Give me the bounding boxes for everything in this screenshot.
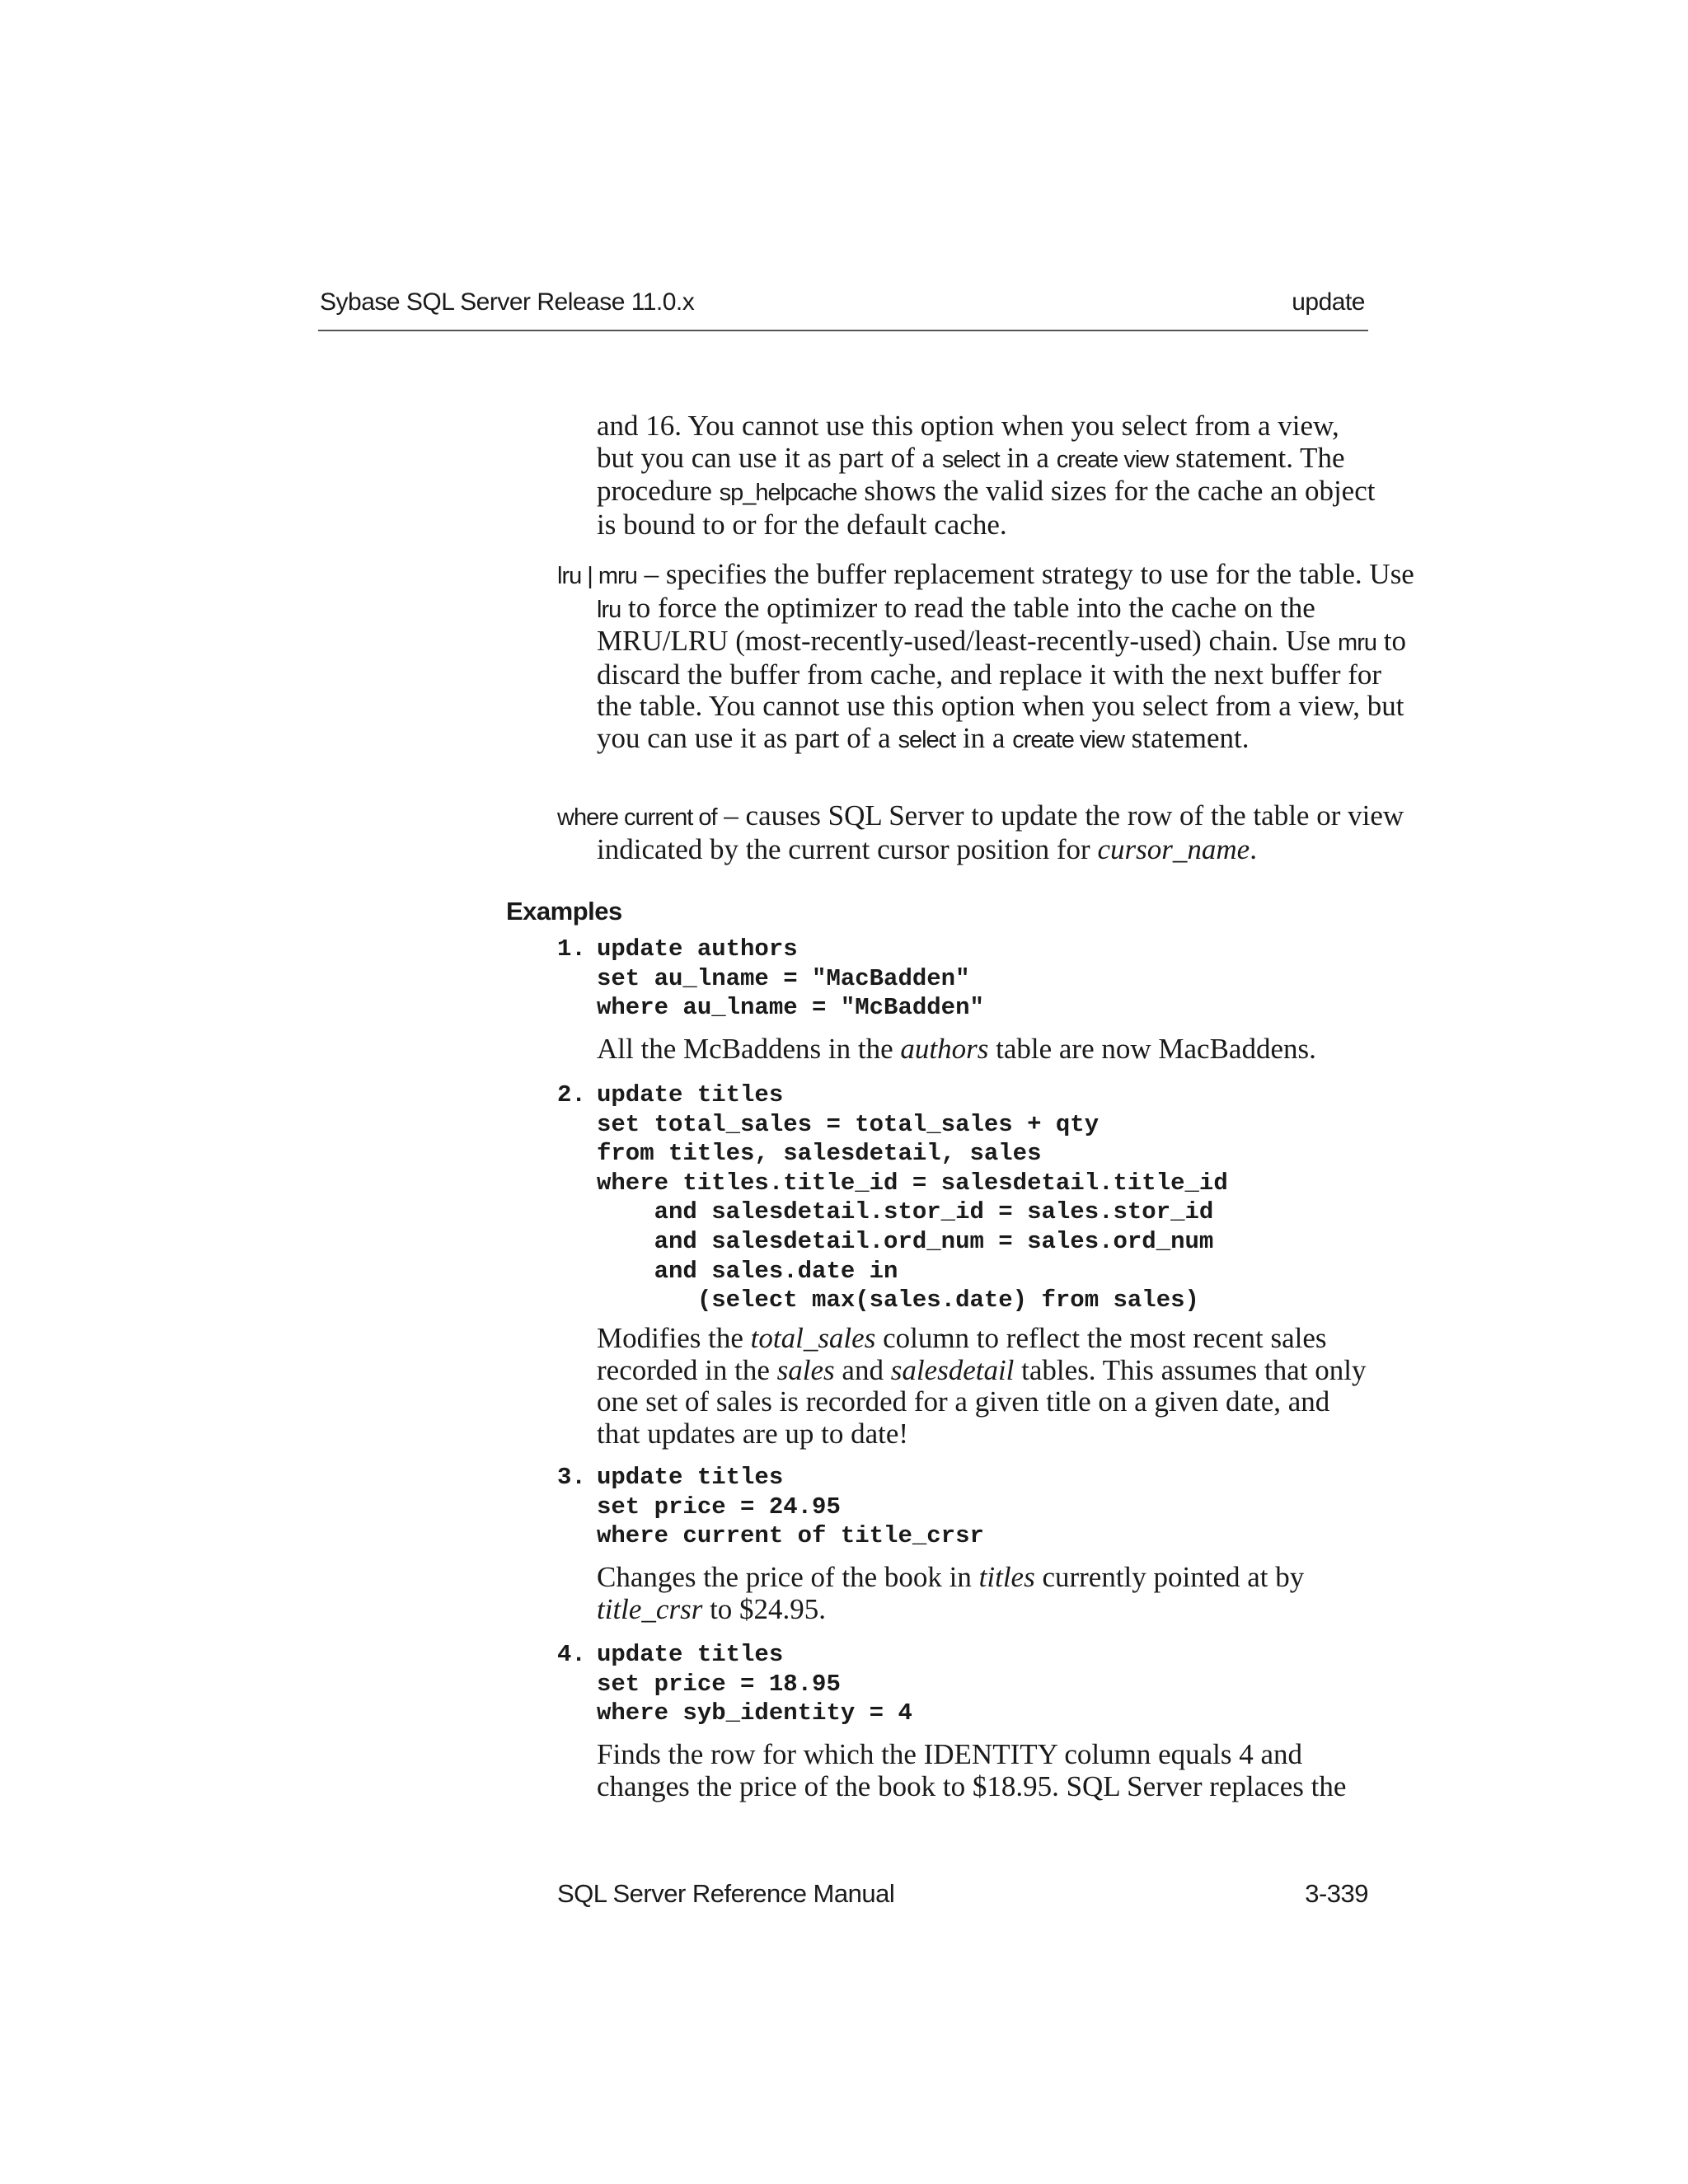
- option-where-current-of: where current of – causes SQL Server to update the row of the table or view indicated by the current cursor position for cursor_name.: [557, 799, 1404, 865]
- option-lru-mru: lru | mru – specifies the buffer replacement strategy to use for the table. Use lru to force the optimizer to read the table into the cache on the MRU/LRU (most-recently-used/least-recently-used) chain. Use mru to discard the buffer from cache, and replace it with the next buffer for the table. You cannot use this option when you select from a view, but you can use it as part of a select in a create view statement.: [557, 558, 1414, 754]
- example-number: 2.: [557, 1081, 586, 1108]
- example-description: Finds the row for which the IDENTITY column equals 4 and changes the price of the book to $18.95. SQL Server replaces the: [597, 1738, 1347, 1802]
- keyword-lru: lru: [597, 596, 621, 623]
- keyword-mru: mru: [1338, 630, 1376, 657]
- page-number: 3-339: [1305, 1879, 1368, 1908]
- option-term-where-current-of: where current of: [557, 804, 717, 831]
- keyword-select: select: [898, 726, 956, 753]
- example-number: 1.: [557, 935, 586, 963]
- example-code-block: update authors set au_lname = "MacBadden" where au_lname = "McBadden": [597, 935, 984, 1022]
- example-code-block: update titles set price = 24.95 where current of title_crsr: [597, 1464, 984, 1550]
- keyword-create-view: create view: [1056, 446, 1169, 473]
- running-footer: [557, 1879, 1368, 1912]
- example-description: Changes the price of the book in titles currently pointed at by title_crsr to $24.95.: [597, 1561, 1305, 1625]
- param-cursor-name: cursor_name: [1097, 832, 1250, 865]
- keyword-select: select: [941, 446, 1000, 473]
- running-header: [318, 288, 1368, 331]
- example-description: All the McBaddens in the authors table are now MacBaddens.: [597, 1033, 1316, 1065]
- keyword-create-view: create view: [1012, 726, 1124, 753]
- option-continuation-paragraph: and 16. You cannot use this option when you select from a view, but you can use it as part of a select in a create view statement. The procedure sp_helpcache shows the valid sizes for the cache an object is bound to or for the default cache.: [597, 410, 1376, 541]
- example-description: Modifies the total_sales column to reflect the most recent sales recorded in the sales and salesdetail tables. This assumes that only one set of sales is recorded for a given title on a given date, and that updates are up to date!: [597, 1322, 1367, 1450]
- examples-heading: Examples: [506, 897, 622, 926]
- example-number: 4.: [557, 1641, 586, 1668]
- option-term-lru-mru: lru | mru: [557, 563, 637, 589]
- footer-manual-title: SQL Server Reference Manual: [557, 1879, 895, 1908]
- header-section-name: update: [1292, 288, 1365, 316]
- keyword-sp-helpcache: sp_helpcache: [719, 480, 857, 507]
- example-number: 3.: [557, 1464, 586, 1491]
- example-code-block: update titles set price = 18.95 where syb_identity = 4: [597, 1641, 912, 1727]
- example-code-block: update titles set total_sales = total_sales + qty from titles, salesdetail, sales where titles.title_id = salesdetail.title_id and salesdetail.stor_id = sales.stor_id and salesdetail.ord_num = sales.ord_num and sales.date in (select max(sales.date) from sales): [597, 1081, 1228, 1315]
- header-doc-title: Sybase SQL Server Release 11.0.x: [320, 288, 695, 316]
